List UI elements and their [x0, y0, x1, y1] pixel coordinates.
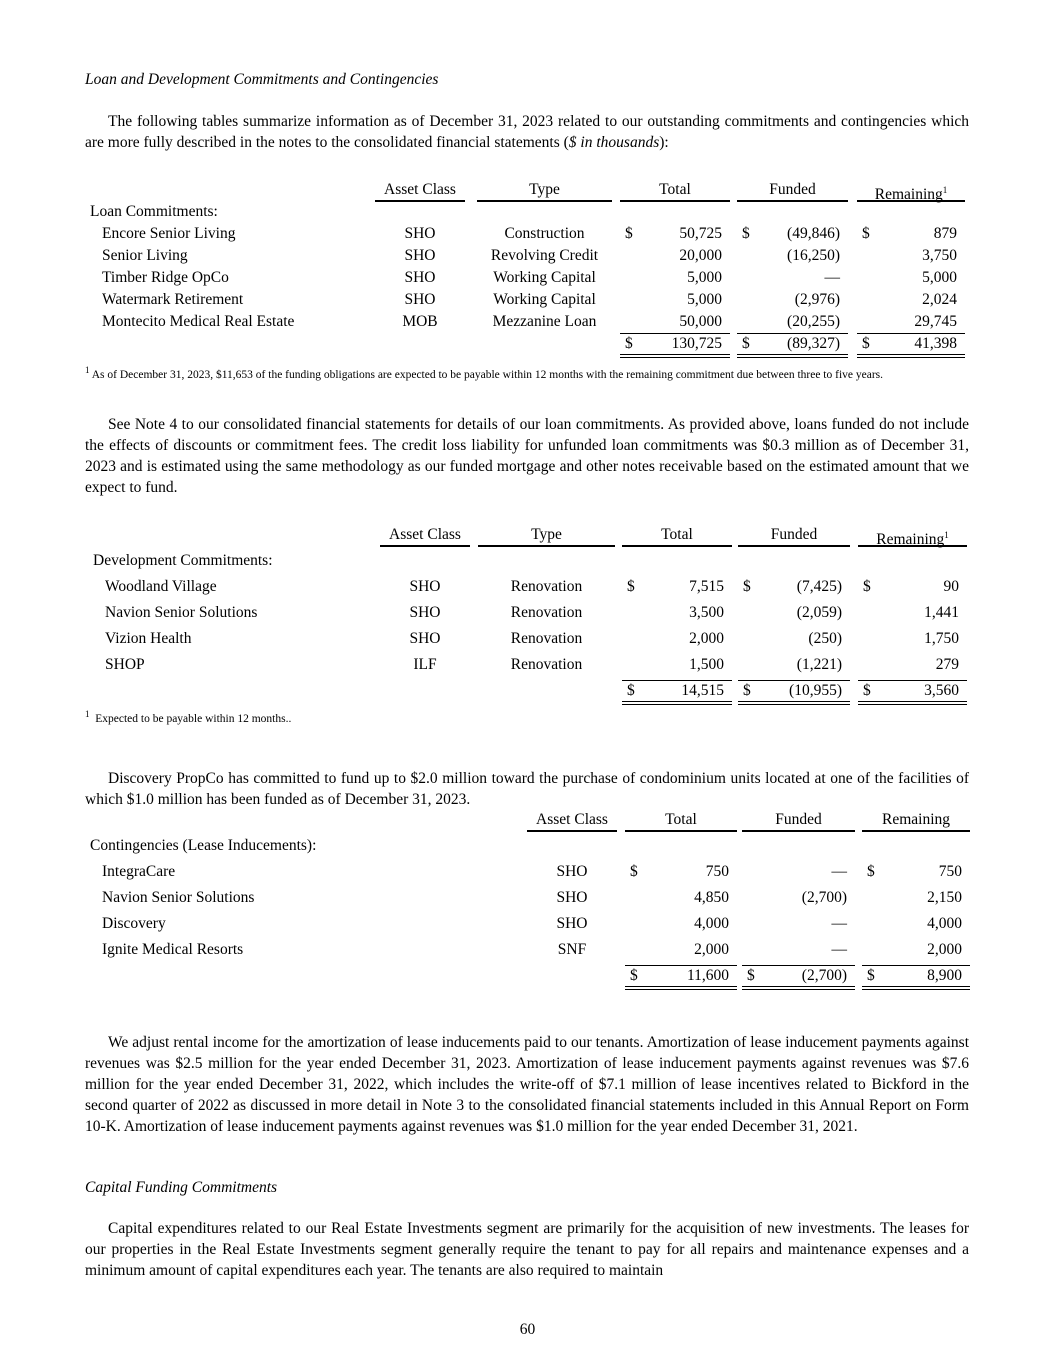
total-total: 130,725 [671, 335, 722, 352]
header-label: Remaining [881, 811, 951, 828]
cell-asset-class: SHO [404, 247, 436, 264]
column-header-remaining [857, 180, 965, 202]
row-label: Timber Ridge OpCo [102, 269, 229, 286]
header-label: Asset Class [384, 181, 456, 198]
cell-funded: (250) [808, 630, 842, 647]
column-header-remaining [858, 525, 967, 547]
total-funded: (10,955) [789, 682, 842, 699]
dollar-sign: $ [863, 682, 871, 699]
cell-total: 5,000 [687, 269, 722, 286]
cell-remaining: 3,750 [922, 247, 957, 264]
header-footnote-marker: 1 [942, 185, 948, 195]
amortization-paragraph: We adjust rental income for the amortization of lease inducements paid to our tenants. Amortization of lease inducement payments against revenues was $2.5 million for the year ended December 31, 2023. Amortization of lease inducement payments against revenues was $7.6 million for the year ended December 31, 2022, which includes the write-off of $7.1 million of lease incentives related to Bickford in the second quarter of 2022 as discussed in more detail in Note 3 to the consolidated financial statements included in this Annual Report on Form 10-K. Amortization of lease inducement payments against revenues was $1.0 million for the year ended December 31, 2021. [85, 1034, 969, 1135]
row-label: Navion Senior Solutions [105, 604, 258, 621]
cell-remaining: 2,000 [927, 941, 962, 958]
row-label: IntegraCare [102, 863, 176, 880]
cell-total: 50,725 [679, 225, 722, 242]
cell-type: Renovation [510, 630, 583, 647]
cell-funded: (2,700) [801, 889, 847, 906]
footnote-marker: 1 [85, 709, 90, 719]
cell-funded: (2,976) [794, 291, 840, 308]
column-header-asset-class [375, 180, 465, 202]
cell-asset-class: SHO [404, 225, 436, 242]
cell-total: 750 [705, 863, 729, 880]
header-label: Total [659, 181, 691, 198]
discovery-paragraph: Discovery PropCo has committed to fund up to $2.0 million toward the purchase of condominium units located at one of the facilities of which $1.0 million has been funded as of December 31, 2023. [85, 770, 969, 808]
cell-remaining: 29,745 [914, 313, 957, 330]
dollar-sign: $ [627, 682, 635, 699]
cell-total: 3,500 [689, 604, 724, 621]
cell-funded: — [831, 915, 847, 932]
column-header-asset-class [380, 525, 470, 547]
footnote-text: Expected to be payable within 12 months.. [95, 712, 292, 725]
row-label: Navion Senior Solutions [102, 889, 255, 906]
total-funded: (89,327) [787, 335, 840, 352]
cell-funded: (1,221) [796, 656, 842, 673]
cell-type: Revolving Credit [490, 247, 599, 264]
capital-funding-heading: Capital Funding Commitments [85, 1179, 278, 1196]
cell-remaining: 1,750 [924, 630, 959, 647]
total-total: 14,515 [681, 682, 724, 699]
dollar-sign: $ [862, 335, 870, 352]
cell-funded: (49,846) [787, 225, 840, 242]
row-label: Vizion Health [105, 630, 192, 647]
cell-asset-class: SNF [557, 941, 587, 958]
column-header-type [477, 180, 612, 202]
cell-total: 7,515 [689, 578, 724, 595]
dollar-sign: $ [863, 578, 871, 595]
cell-type: Working Capital [493, 291, 596, 308]
cell-funded: (16,250) [787, 247, 840, 264]
cell-type: Renovation [510, 604, 583, 621]
intro-units: $ in thousands [568, 134, 660, 151]
cell-asset-class: SHO [409, 604, 441, 621]
total-double-rule [620, 354, 730, 358]
row-label: Ignite Medical Resorts [102, 941, 244, 958]
footnote-1 [85, 360, 969, 385]
cell-remaining: 2,024 [922, 291, 957, 308]
dollar-sign: $ [742, 335, 750, 352]
cell-funded: — [831, 863, 847, 880]
header-label: Funded [775, 811, 822, 828]
header-label: Type [531, 526, 562, 543]
header-label: Funded [770, 526, 818, 543]
cell-type: Mezzanine Loan [492, 313, 597, 330]
cell-remaining: 279 [935, 656, 959, 673]
row-label: Watermark Retirement [102, 291, 244, 308]
column-header-asset-class [527, 810, 617, 832]
cell-remaining: 879 [933, 225, 957, 242]
table-section-label: Loan Commitments: [90, 203, 218, 220]
table-section-label: Development Commitments: [93, 552, 273, 569]
column-header-total [625, 810, 737, 832]
column-header-remaining [862, 810, 970, 832]
cell-remaining: 1,441 [924, 604, 959, 621]
row-label: Senior Living [102, 247, 188, 264]
row-label: Discovery [102, 915, 166, 932]
header-label: Asset Class [536, 811, 608, 828]
dollar-sign: $ [743, 578, 751, 595]
dollar-sign: $ [867, 967, 875, 984]
intro-end: ): [659, 134, 669, 151]
dollar-sign: $ [747, 967, 755, 984]
cell-remaining: 750 [938, 863, 962, 880]
cell-type: Renovation [510, 578, 583, 595]
dollar-sign: $ [742, 225, 750, 242]
cell-total: 4,000 [694, 915, 729, 932]
cell-remaining: 2,150 [927, 889, 962, 906]
page-number: 60 [519, 1321, 536, 1338]
total-remaining: 41,398 [914, 335, 957, 352]
header-label: Remaining [876, 531, 945, 549]
cell-total: 2,000 [694, 941, 729, 958]
table-section-label: Contingencies (Lease Inducements): [90, 837, 317, 854]
cell-remaining: 5,000 [922, 269, 957, 286]
cell-funded: (2,059) [796, 604, 842, 621]
capital-paragraph: Capital expenditures related to our Real Estate Investments segment are primarily for the acquisition of new investments. The leases for our properties in the Real Estate Investments segment generally require the tenant to pay for all repairs and maintenance expenses and a minimum amount of capital expenditures each year. The tenants are also required to maintain [85, 1220, 969, 1279]
total-funded: (2,700) [801, 967, 847, 984]
dollar-sign: $ [867, 863, 875, 880]
header-label: Remaining [874, 186, 943, 204]
cell-remaining: 4,000 [927, 915, 962, 932]
cell-total: 5,000 [687, 291, 722, 308]
row-label: Woodland Village [105, 578, 217, 595]
total-double-rule [862, 986, 970, 990]
cell-asset-class: SHO [556, 863, 588, 880]
cell-total: 4,850 [694, 889, 729, 906]
total-double-rule [625, 986, 737, 990]
row-label: Montecito Medical Real Estate [102, 313, 295, 330]
cell-total: 20,000 [679, 247, 722, 264]
cell-type: Construction [504, 225, 585, 242]
cell-asset-class: SHO [556, 889, 588, 906]
header-label: Total [665, 811, 697, 828]
cell-funded: (7,425) [796, 578, 842, 595]
total-remaining: 3,560 [924, 682, 959, 699]
dollar-sign: $ [627, 578, 635, 595]
total-remaining: 8,900 [927, 967, 962, 984]
total-total: 11,600 [686, 967, 729, 984]
dollar-sign: $ [630, 863, 638, 880]
cell-funded: — [831, 941, 847, 958]
footnote-2 [85, 704, 969, 729]
cell-asset-class: SHO [556, 915, 588, 932]
dollar-sign: $ [862, 225, 870, 242]
loan-note-paragraph: See Note 4 to our consolidated financial statements for details of our loan commitments. As provided above, loans funded do not include the effects of discounts or commitment fees. The credit loss liability for unfunded loan commitments was $0.3 million as of December 31, 2023 and is estimated using the same methodology as our funded mortgage and other notes receivable based on the estimated amount that we expect to fund. [85, 416, 969, 496]
row-label: SHOP [105, 656, 145, 673]
intro-text: The following tables summarize information as of December 31, 2023 related to our outstanding commitments and contingencies which are more fully described in the notes to the consolidated financial statements ( [85, 113, 969, 151]
dollar-sign: $ [630, 967, 638, 984]
cell-type: Working Capital [493, 269, 596, 286]
header-label: Type [529, 181, 560, 198]
total-double-rule [742, 986, 855, 990]
cell-funded: (20,255) [787, 313, 840, 330]
cell-total: 2,000 [689, 630, 724, 647]
cell-asset-class: SHO [404, 291, 436, 308]
header-footnote-marker: 1 [944, 530, 949, 540]
cell-total: 1,500 [689, 656, 724, 673]
cell-total: 50,000 [679, 313, 722, 330]
column-header-funded [738, 525, 850, 547]
intro-paragraph [85, 111, 969, 153]
dollar-sign: $ [743, 682, 751, 699]
cell-asset-class: SHO [409, 578, 441, 595]
cell-funded: — [824, 269, 840, 286]
dollar-sign: $ [625, 225, 633, 242]
header-label: Funded [769, 181, 816, 198]
total-double-rule [737, 354, 848, 358]
header-label: Total [661, 526, 693, 543]
section-heading: Loan and Development Commitments and Contingencies [85, 71, 439, 88]
column-header-type [478, 525, 615, 547]
dollar-sign: $ [625, 335, 633, 352]
total-double-rule [857, 354, 965, 358]
header-label: Asset Class [389, 526, 461, 543]
cell-asset-class: ILF [413, 656, 437, 673]
cell-asset-class: SHO [404, 269, 436, 286]
row-label: Encore Senior Living [102, 225, 236, 242]
cell-asset-class: MOB [402, 313, 438, 330]
column-header-total [620, 180, 730, 202]
column-header-funded [742, 810, 855, 832]
column-header-funded [737, 180, 848, 202]
footnote-marker: 1 [85, 365, 90, 375]
cell-type: Renovation [510, 656, 583, 673]
footnote-text: As of December 31, 2023, $11,653 of the funding obligations are expected to be payable within 12 months with the remaining commitment due between three to five years. [91, 368, 884, 381]
column-header-total [622, 525, 732, 547]
cell-remaining: 90 [943, 578, 959, 595]
cell-asset-class: SHO [409, 630, 441, 647]
